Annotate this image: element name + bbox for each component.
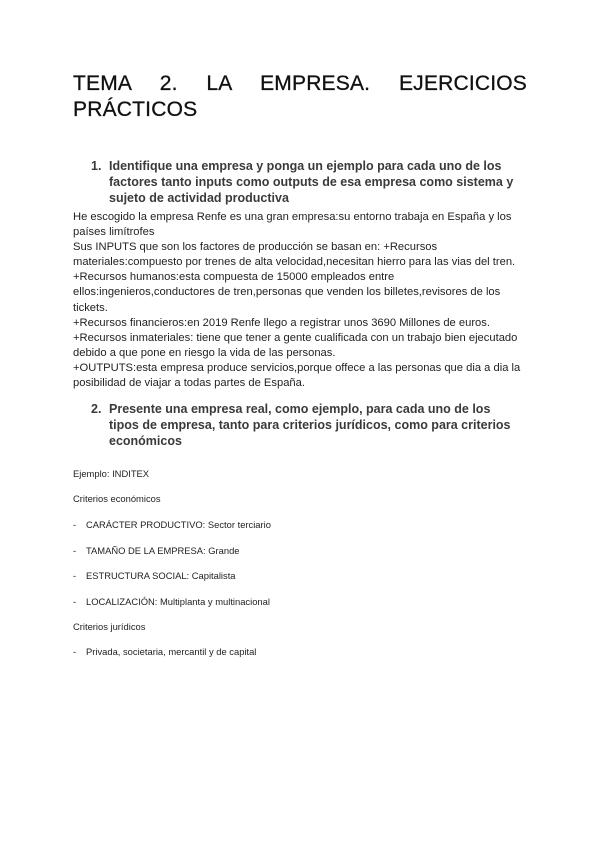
economic-criteria-item-text: TAMAÑO DE LA EMPRESA: Grande	[86, 545, 240, 556]
legal-criteria-heading: Criterios jurídicos	[73, 621, 146, 632]
economic-criteria-item-text: LOCALIZACIÓN: Multiplanta y multinacional	[86, 596, 270, 607]
question-2	[91, 401, 519, 449]
question-1-text: Identifique una empresa y ponga un ejemplo para cada uno de los factores tanto inputs como outputs de esa empresa como sistema y sujeto de actividad productiva	[109, 159, 514, 205]
legal-criteria-item	[73, 646, 256, 658]
answer-1-paragraph: +Recursos humanos:esta compuesta de 15000 empleados entre ellos:ingenieros,conductores de tren,personas que venden los billetes,revisores de los tickets.	[73, 271, 501, 314]
answer-1-paragraph: He escogido la empresa Renfe es una gran empresa:su entorno trabaja en España y los países limítrofes	[73, 211, 512, 239]
answer-1-paragraph: Sus INPUTS que son los factores de producción se basan en: +Recursos materiales:compuesto por trenes de alta velocidad,necesitan hierro para las vias del tren.	[73, 241, 516, 269]
economic-criteria-item-text: ESTRUCTURA SOCIAL: Capitalista	[86, 570, 236, 581]
economic-criteria-item	[73, 596, 270, 608]
bullet-marker: -	[73, 519, 77, 530]
question-2-number: 2.	[91, 402, 102, 416]
economic-criteria-item-text: CARÁCTER PRODUCTIVO: Sector terciario	[86, 519, 271, 530]
answer-1-paragraph: +Recursos financieros:en 2019 Renfe llego a registrar unos 3690 Millones de euros.	[73, 316, 490, 329]
bullet-marker: -	[73, 646, 77, 657]
economic-criteria-item	[73, 545, 240, 557]
example-line: Ejemplo: INDITEX	[73, 468, 150, 479]
legal-criteria-item-text: Privada, societaria, mercantil y de capital	[86, 646, 257, 657]
answer-1-paragraph: +OUTPUTS:esta empresa produce servicios,porque offece a las personas que dia a dia la posibilidad de viajar a todas partes de España.	[73, 361, 521, 390]
bullet-marker: -	[73, 570, 77, 581]
economic-criteria-heading: Criterios económicos	[73, 493, 161, 504]
economic-criteria-item	[73, 570, 236, 582]
question-1	[91, 158, 519, 206]
answer-1	[73, 210, 533, 391]
bullet-marker: -	[73, 596, 77, 607]
economic-criteria-item	[73, 519, 271, 531]
question-2-text: Presente una empresa real, como ejemplo, para cada uno de los tipos de empresa, tanto para criterios jurídicos, como para criterios económicos	[109, 402, 511, 448]
page-title: TEMA 2. LA EMPRESA. EJERCICIOS PRÁCTICOS	[73, 72, 527, 121]
answer-1-paragraph: +Recursos inmateriales: tiene que tener a gente cualificada con un trabajo bien ejecutado debido a que pone en riesgo la vida de las personas.	[73, 331, 518, 359]
question-1-number: 1.	[91, 159, 102, 173]
bullet-marker: -	[73, 545, 77, 556]
